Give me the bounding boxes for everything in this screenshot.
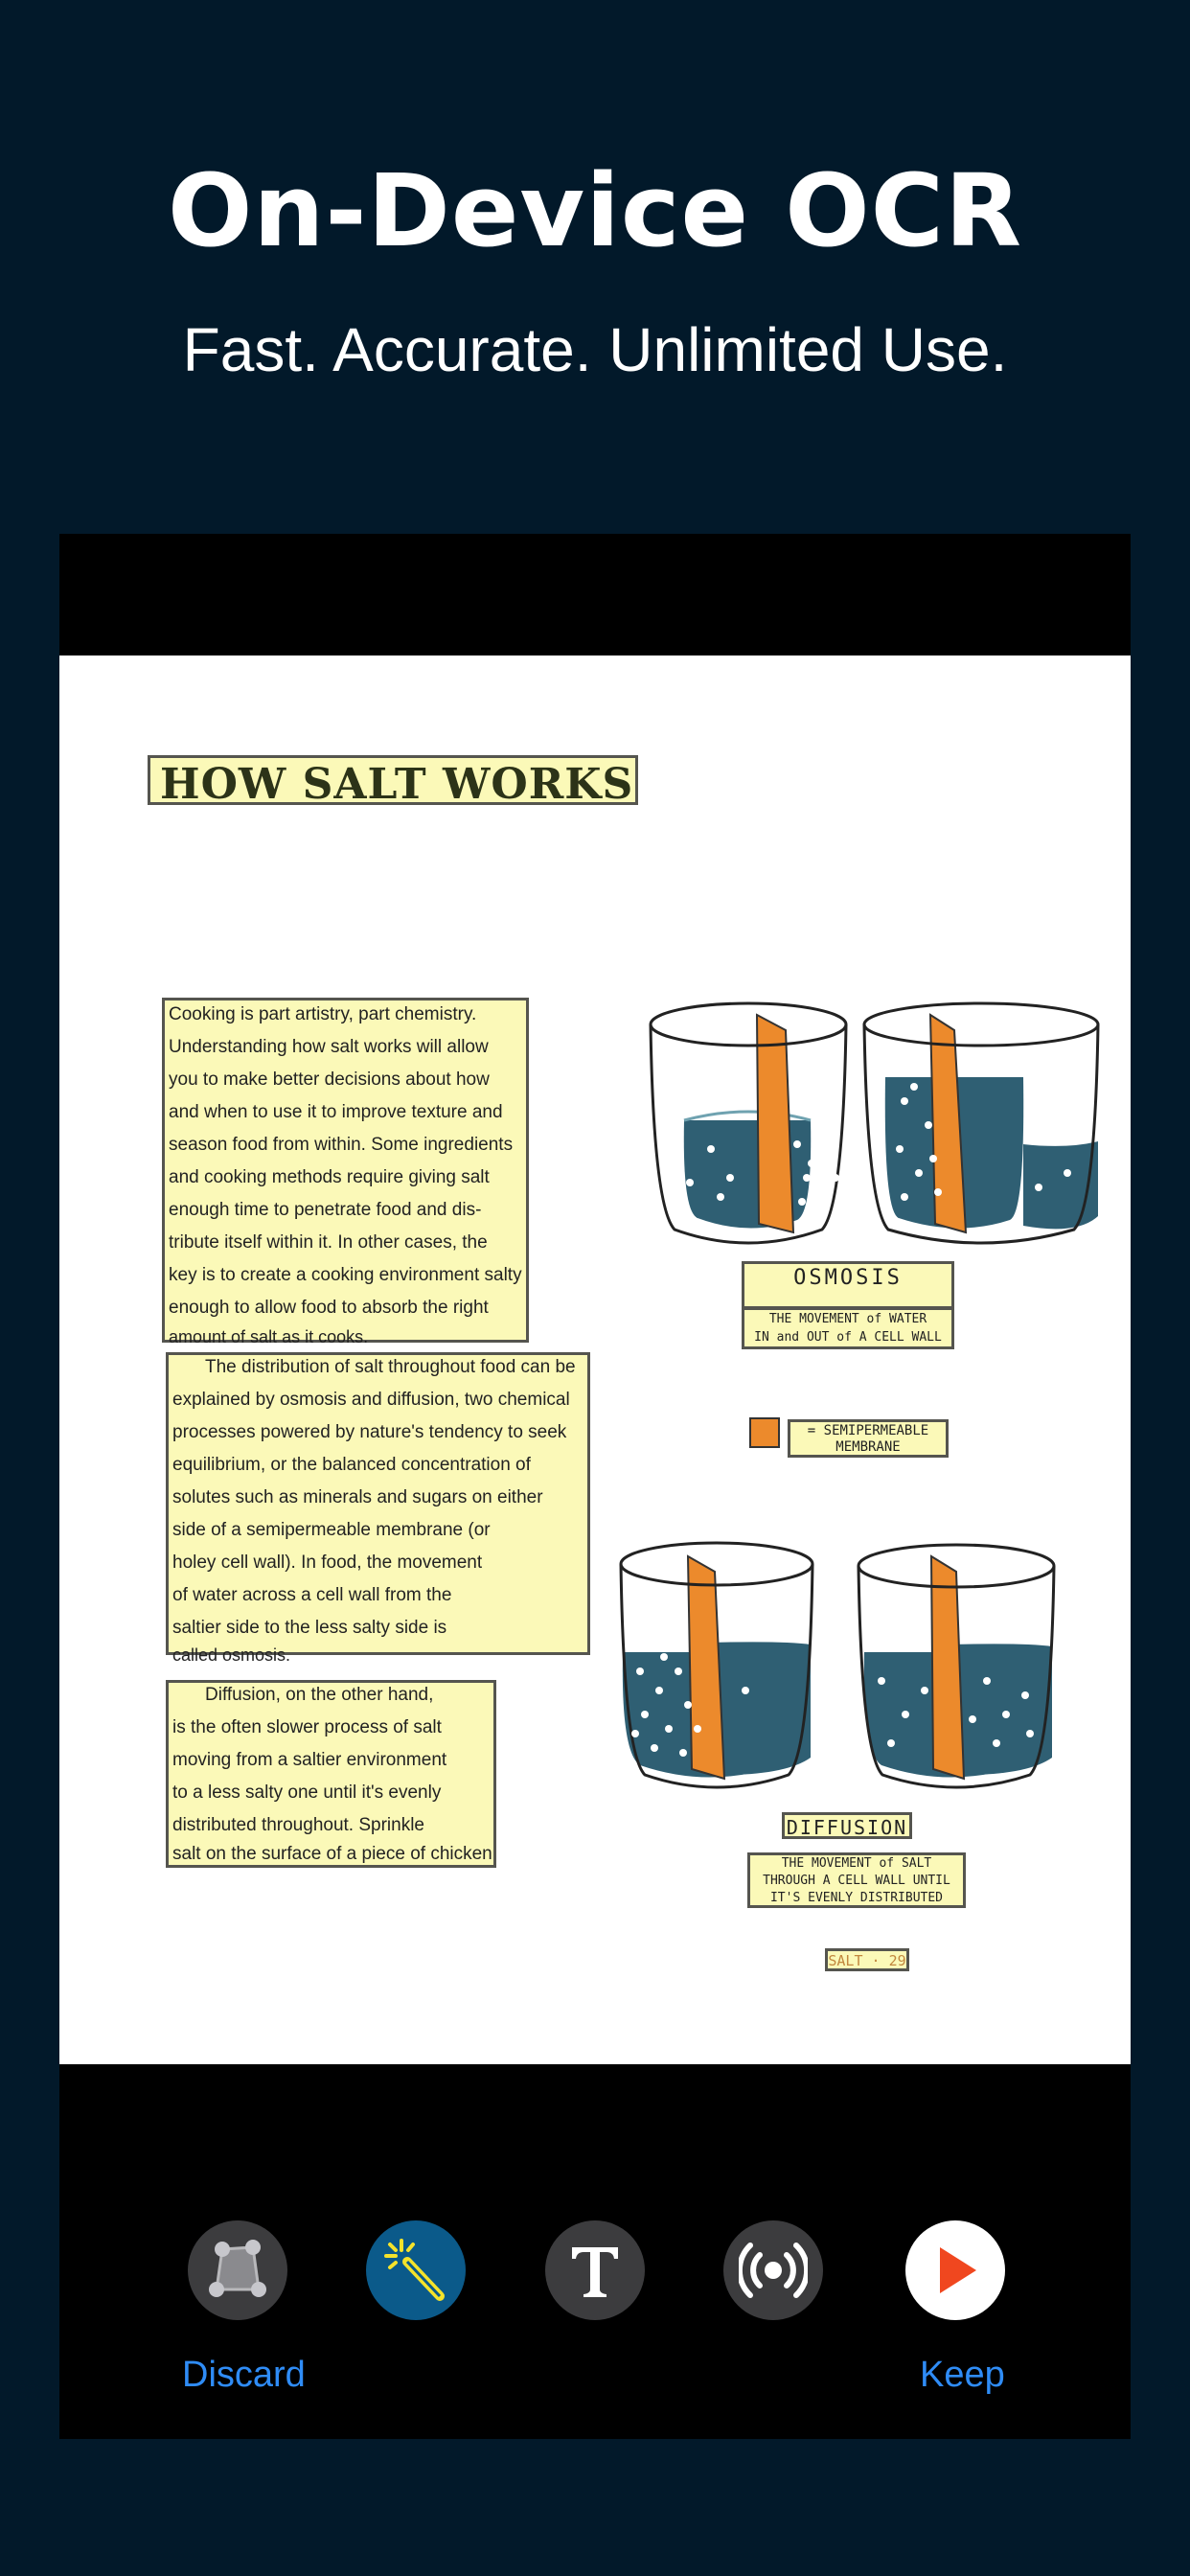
osmosis-caption[interactable]	[742, 1307, 954, 1349]
page-number[interactable]	[825, 1948, 909, 1971]
paragraph-2-highlight[interactable]	[166, 1352, 590, 1665]
text-line: enough to allow food to absorb the right	[169, 1298, 489, 1318]
membrane-swatch-icon	[749, 1417, 780, 1448]
diffusion-title: DIFFUSION	[786, 1816, 908, 1839]
text-line: distributed throughout. Sprinkle	[172, 1815, 424, 1835]
text-tool-button[interactable]	[545, 2220, 645, 2320]
text-line: you to make better decisions about how	[169, 1070, 490, 1090]
speak-tool-button[interactable]	[723, 2220, 823, 2320]
text-line: key is to create a cooking environment salty	[169, 1265, 522, 1285]
text-line: enough time to penetrate food and dis-	[169, 1200, 482, 1220]
device-screen	[59, 534, 1131, 2439]
text-line: and when to use it to improve texture and	[169, 1102, 503, 1122]
membrane-label-line: = SEMIPERMEABLE	[807, 1423, 929, 1438]
text-line: amount of salt as it cooks.	[169, 1327, 369, 1346]
headline: On-Device OCR	[167, 152, 1023, 269]
subheadline: Fast. Accurate. Unlimited Use.	[182, 315, 1008, 384]
document-title: HOW SALT WORKS	[160, 760, 634, 809]
play-icon	[927, 2242, 984, 2299]
text-line: equilibrium, or the balanced concentration of	[172, 1455, 531, 1475]
diffusion-caption-line: THROUGH A CELL WALL UNTIL	[763, 1874, 950, 1888]
keep-button[interactable]: Keep	[920, 2355, 1005, 2395]
crop-tool-button[interactable]	[188, 2220, 287, 2320]
enhance-tool-button[interactable]	[366, 2220, 466, 2320]
play-button[interactable]	[905, 2220, 1005, 2320]
membrane-label-line: MEMBRANE	[835, 1439, 901, 1455]
paragraph-3-highlight[interactable]	[166, 1680, 496, 1868]
osmosis-caption-line: THE MOVEMENT of WATER	[768, 1312, 927, 1326]
text-line: and cooking methods require giving salt	[169, 1167, 490, 1187]
osmosis-caption-line: IN and OUT of A CELL WALL	[754, 1330, 942, 1345]
text-line: saltier side to the less salty side is	[172, 1618, 447, 1638]
discard-button[interactable]: Discard	[182, 2355, 306, 2395]
text-line: processes powered by nature's tendency to seek	[172, 1422, 567, 1442]
diffusion-label[interactable]	[782, 1812, 912, 1839]
scanned-page	[59, 656, 1131, 2064]
osmosis-label[interactable]	[742, 1261, 954, 1309]
page-number-text: SALT · 29	[828, 1952, 906, 1969]
text-line: season food from within. Some ingredients	[169, 1135, 514, 1155]
diffusion-beakers-illustration	[611, 1537, 1119, 1796]
text-line: called osmosis.	[172, 1645, 291, 1665]
text-line: salt on the surface of a piece of chicken	[172, 1844, 492, 1864]
diffusion-caption-line: THE MOVEMENT of SALT	[781, 1856, 932, 1871]
text-line: tribute itself within it. In other cases, the	[169, 1232, 488, 1253]
text-line: explained by osmosis and diffusion, two chemical	[172, 1390, 570, 1410]
text-line: to a less salty one until it's evenly	[172, 1782, 442, 1803]
text-line: of water across a cell wall from the	[172, 1585, 452, 1605]
diffusion-caption[interactable]	[747, 1852, 966, 1908]
magic-wand-icon	[382, 2237, 449, 2304]
text-t-icon	[564, 2240, 626, 2301]
membrane-label[interactable]	[788, 1419, 949, 1458]
osmosis-title: OSMOSIS	[793, 1266, 903, 1290]
text-line: Cooking is part artistry, part chemistry.	[169, 1004, 477, 1024]
paragraph-1-highlight[interactable]	[162, 998, 529, 1346]
text-line: The distribution of salt throughout food can be	[205, 1357, 576, 1377]
osmosis-beakers-illustration	[615, 996, 1123, 1245]
text-line: solutes such as minerals and sugars on either	[172, 1487, 543, 1507]
diffusion-caption-line: IT'S EVENLY DISTRIBUTED	[769, 1891, 943, 1905]
broadcast-icon	[739, 2236, 808, 2305]
text-line: is the often slower process of salt	[172, 1717, 442, 1737]
text-line: moving from a saltier environment	[172, 1750, 447, 1770]
text-line: Understanding how salt works will allow	[169, 1037, 489, 1057]
text-line: holey cell wall). In food, the movement	[172, 1552, 483, 1573]
text-line: Diffusion, on the other hand,	[205, 1685, 434, 1705]
crop-corners-icon	[205, 2238, 270, 2303]
text-line: side of a semipermeable membrane (or	[172, 1520, 491, 1540]
title-highlight[interactable]	[148, 755, 638, 809]
